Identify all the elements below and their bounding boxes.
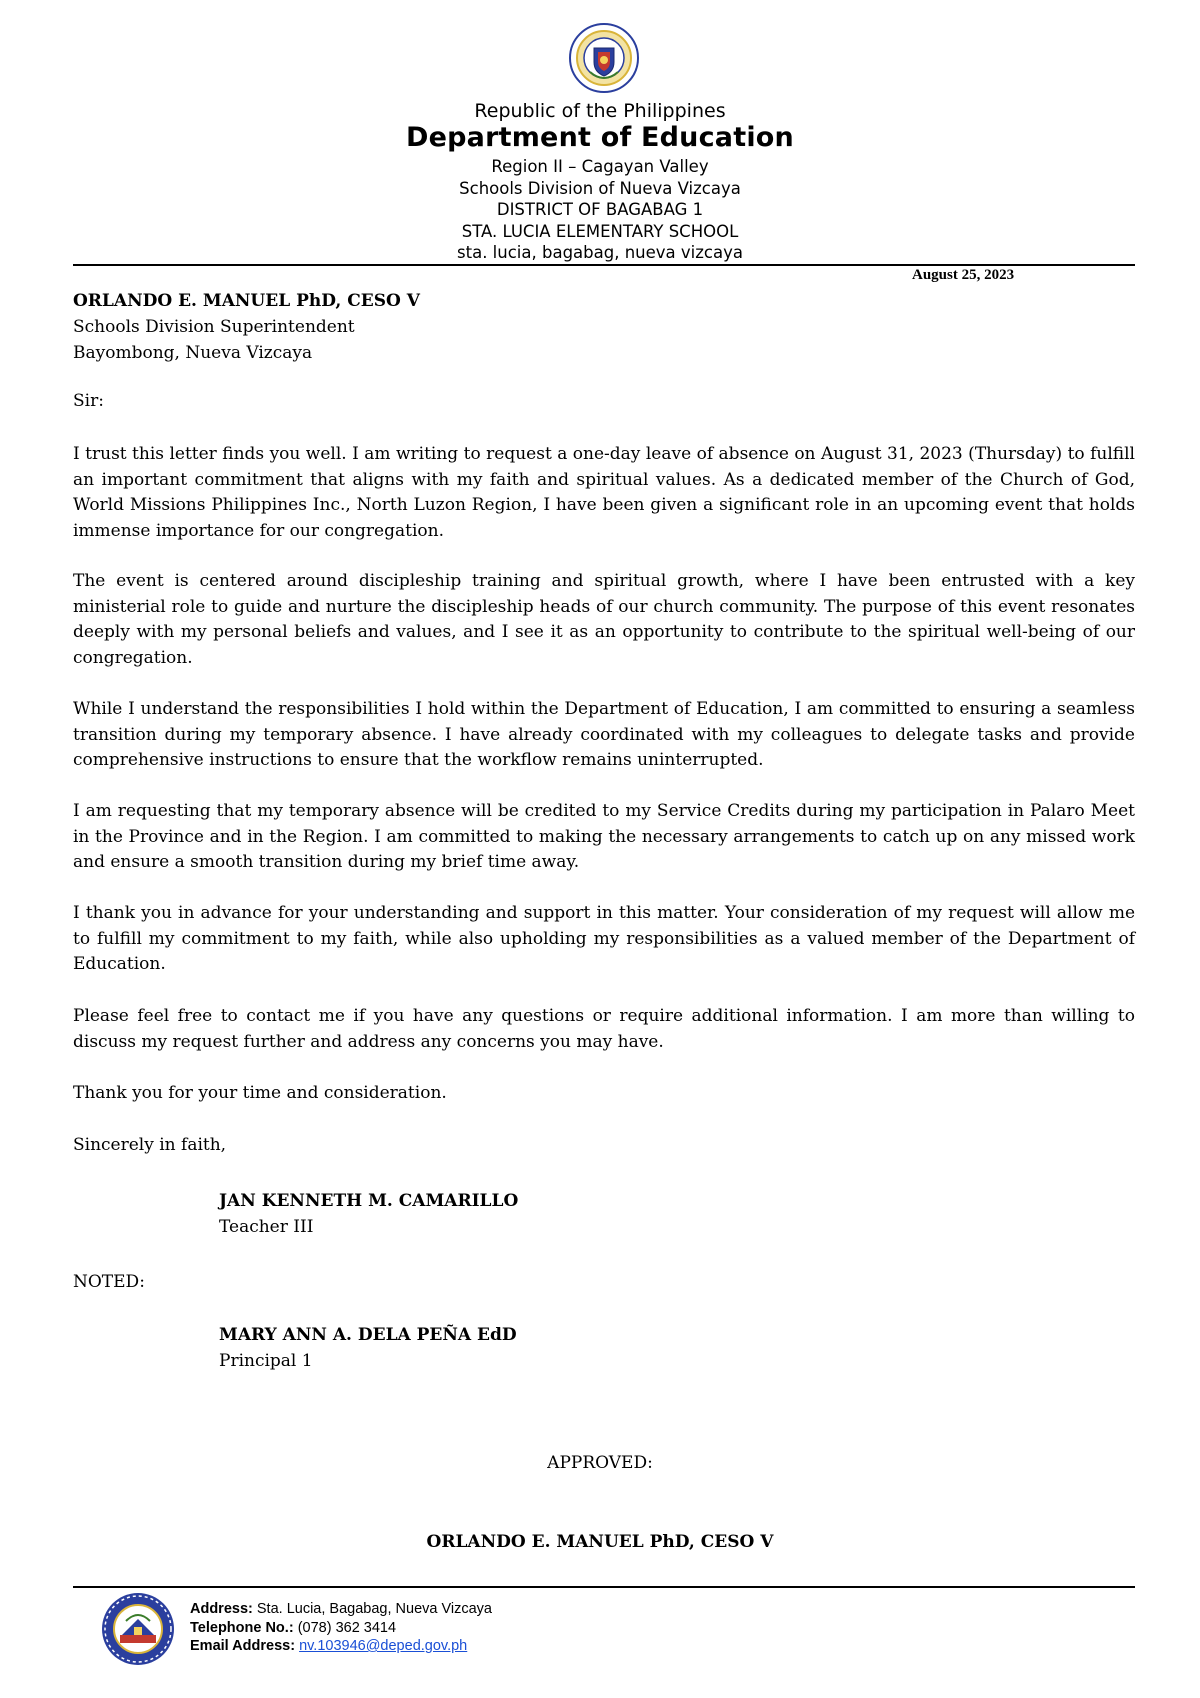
footer-email-line [190,1637,492,1656]
salutation: Sir: [73,391,104,411]
complimentary-close: Sincerely in faith, [73,1135,227,1155]
approved-by-name: ORLANDO E. MANUEL PhD, CESO V [426,1532,774,1552]
paragraph-5: I thank you in advance for your understanding and support in this matter. Your consideration of my request will allow me to fulfill my commitment to my faith, while also upholding my responsibilities as a valued member of the Department of Education. [73,903,1135,974]
header-department: Department of Education [406,122,794,153]
noted-label: NOTED: [73,1272,145,1292]
footer-divider [73,1586,1135,1588]
recipient-name: ORLANDO E. MANUEL PhD, CESO V [73,291,420,311]
paragraph-4: I am requesting that my temporary absence will be credited to my Service Credits during my participation in Palaro Meet in the Province and in the Region. I am committed to making the necessary arrangements to catch up on any missed work and ensure a smooth transition during my brief time away. [73,801,1135,872]
footer-address: Sta. Lucia, Bagabag, Nueva Vizcaya [256,1601,492,1617]
header-region: Region II – Cagayan Valley [491,157,709,176]
recipient-block [73,288,420,366]
recipient-location: Bayombong, Nueva Vizcaya [73,343,313,363]
header-divider [73,264,1135,266]
header-place: sta. lucia, bagabag, nueva vizcaya [457,243,743,262]
header-district: DISTRICT OF BAGABAG 1 [496,200,704,219]
footer-telephone-line [190,1619,492,1638]
deped-seal-icon [568,22,640,94]
header-division: Schools Division of Nueva Vizcaya [459,179,741,198]
paragraph-3: While I understand the responsibilities I hold within the Department of Education, I am committed to ensuring a seamless transition during my temporary absence. I have already coordinated with my colleagues to delegate tasks and provide comprehensive instructions to ensure that the workflow remains uninterrupted. [73,699,1135,770]
noted-by-name: MARY ANN A. DELA PEÑA EdD [219,1325,517,1345]
footer-telephone-label: Telephone No.: [190,1619,294,1636]
noted-by-title: Principal 1 [219,1351,313,1371]
paragraph-1: I trust this letter finds you well. I am writing to request a one-day leave of absence on August 31, 2023 (Thursday) to fulfill an important commitment that aligns with my faith and spiritual values. As a dedicated member of the Church of God, World Missions Philippines Inc., North Luzon Region, I have been given a significant role in an upcoming event that holds immense importance for our congregation. [73,444,1135,541]
school-seal-icon [100,1591,176,1667]
header-republic: Republic of the Philippines [474,100,726,122]
signatory-name: JAN KENNETH M. CAMARILLO [219,1191,519,1211]
footer-email-label: Email Address: [190,1638,296,1654]
approved-label: APPROVED: [547,1453,653,1473]
closing-thanks: Thank you for your time and consideration. [73,1083,447,1103]
footer-address-line [190,1600,492,1619]
header-school: STA. LUCIA ELEMENTARY SCHOOL [461,222,739,241]
footer-address-label: Address: [190,1601,253,1617]
signatory-title: Teacher III [219,1217,314,1237]
footer-telephone: (078) 362 3414 [297,1619,397,1636]
letter-date: August 25, 2023 [912,267,1015,283]
recipient-position: Schools Division Superintendent [73,317,355,337]
paragraph-2: The event is centered around discipleship training and spiritual growth, where I have been entrusted with a key ministerial role to guide and nurture the discipleship heads of our church community. The purpose of this event resonates deeply with my personal beliefs and values, and I see it as an opportunity to contribute to the spiritual well-being of our congregation. [73,571,1135,668]
paragraph-6: Please feel free to contact me if you have any questions or require additional information. I am more than willing to discuss my request further and address any concerns you may have. [73,1006,1135,1052]
footer-contact [190,1600,492,1656]
footer-email-link[interactable]: nv.103946@deped.gov.ph [299,1638,468,1654]
